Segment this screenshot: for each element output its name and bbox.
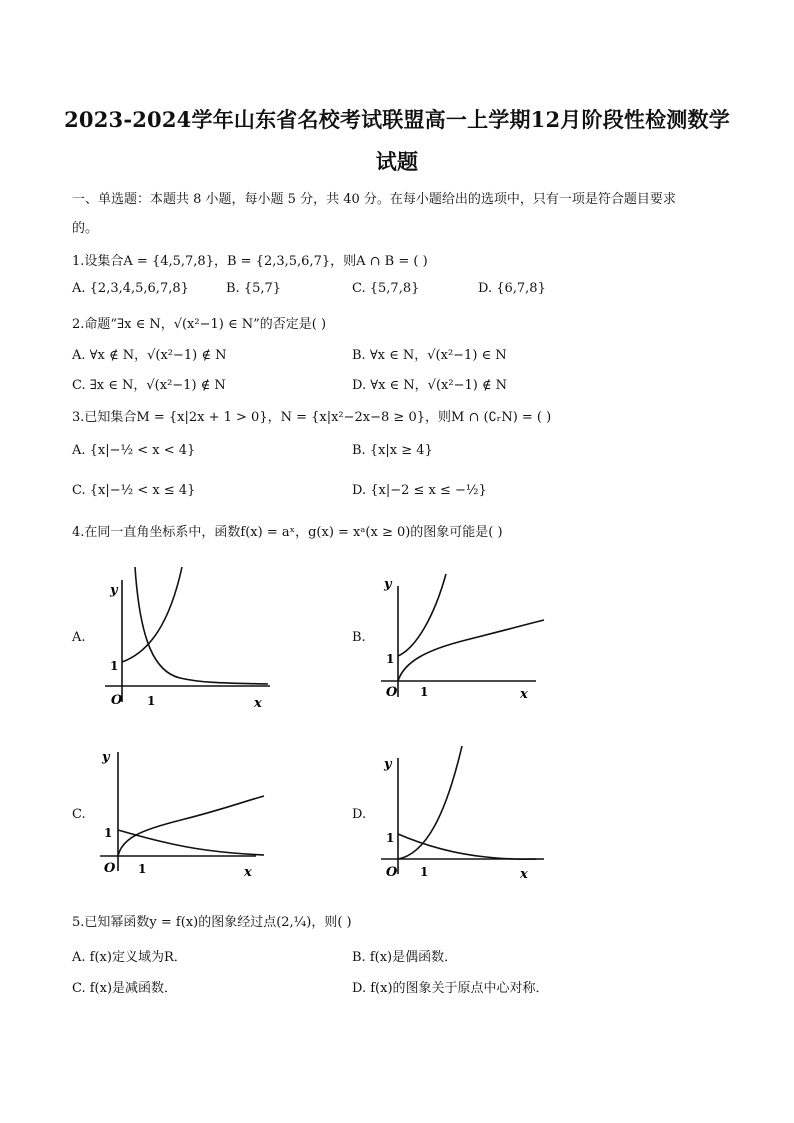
graph-a-tick-one-x: 1 [147,694,156,708]
graph-c-tick-one-y: 1 [104,826,113,840]
exam-title-line2: 试题 [375,149,419,174]
graph-d [376,744,556,884]
question-3-option-d: D. {x|−2 ≤ x ≤ −½} [352,483,487,498]
question-1-option-c: C. {5,7,8} [352,281,420,296]
question-1-stem: 1.设集合A = {4,5,7,8}，B = {2,3,5,6,7}，则A ∩ B = ( ) [72,254,428,269]
question-3-stem: 3.已知集合M = {x|2x + 1 > 0}，N = {x|x²−2x−8 ≥ 0}，则M ∩ (∁ᵣN) = ( ) [72,410,552,425]
graph-a-tick-one-y: 1 [110,659,119,673]
graph-d-label: D. [352,807,367,822]
graph-b-y-label: y [384,577,392,592]
graph-b-tick-one-y: 1 [386,652,395,666]
graph-c-label: C. [72,807,86,822]
question-5-option-c: C. f(x)是减函数． [72,981,178,996]
graph-b [376,572,556,707]
question-1-option-d: D. {6,7,8} [478,281,546,296]
graph-b-x-label: x [520,687,528,702]
exam-title-line1: 2023-2024学年山东省名校考试联盟高一上学期12月阶段性检测数学 [64,107,730,132]
question-4-stem: 4.在同一直角坐标系中，函数f(x) = aˣ，g(x) = xᵃ(x ≥ 0)的图象可能是( ) [72,525,503,540]
graph-b-curve-power [398,620,544,681]
question-2-option-a: A. ∀x ∉ N，√(x²−1) ∉ N [72,348,227,363]
graph-b-tick-one-x: 1 [420,685,429,699]
graph-d-x-label: x [520,867,528,882]
question-5-option-d: D. f(x)的图象关于原点中心对称． [352,981,549,996]
graph-c [96,746,276,881]
question-2-option-c: C. ∃x ∈ N，√(x²−1) ∉ N [72,378,226,393]
section-header: 一、单选题：本题共 8 小题，每小题 5 分，共 40 分。在每小题给出的选项中，只有一项是符合题目要求 [72,192,676,207]
graph-a-curve-decreasing [135,567,268,684]
graph-b-curve-exponential [398,574,446,656]
graph-d-tick-one-y: 1 [386,831,395,845]
question-5-stem: 5.已知幂函数y = f(x)的图象经过点(2,¼)，则( ) [72,915,352,930]
question-1-option-b: B. {5,7} [226,281,282,296]
question-3-option-b: B. {x|x ≥ 4} [352,443,433,458]
graph-a-label: A. [72,630,86,645]
question-3-option-c: C. {x|−½ < x ≤ 4} [72,483,196,498]
question-2-option-d: D. ∀x ∈ N，√(x²−1) ∉ N [352,378,508,393]
graph-a-origin: O [111,693,123,708]
graph-c-x-label: x [244,865,252,880]
graph-b-origin: O [386,685,398,700]
graph-b-label: B. [352,630,366,645]
question-3-option-a: A. {x|−½ < x < 4} [72,443,196,458]
graph-d-tick-one-x: 1 [420,865,429,879]
graph-a [100,562,280,712]
graph-d-curve-power [398,746,462,859]
question-2-stem: 2.命题“∃x ∈ N，√(x²−1) ∈ N”的否定是( ) [72,317,327,332]
graph-a-curve-increasing [122,567,182,662]
question-2-option-b: B. ∀x ∈ N，√(x²−1) ∈ N [352,348,507,363]
graph-a-y-label: y [110,583,118,598]
graph-d-y-label: y [384,757,392,772]
question-5-option-a: A. f(x)定义域为R． [72,950,187,965]
graph-a-x-label: x [254,696,262,711]
graph-c-y-label: y [102,750,110,765]
section-header-cont: 的。 [72,221,99,236]
graph-d-origin: O [386,865,398,880]
graph-c-tick-one-x: 1 [138,862,147,876]
graph-c-origin: O [104,861,116,876]
question-1-option-a: A. {2,3,4,5,6,7,8} [72,281,189,296]
question-5-option-b: B. f(x)是偶函数． [352,950,458,965]
